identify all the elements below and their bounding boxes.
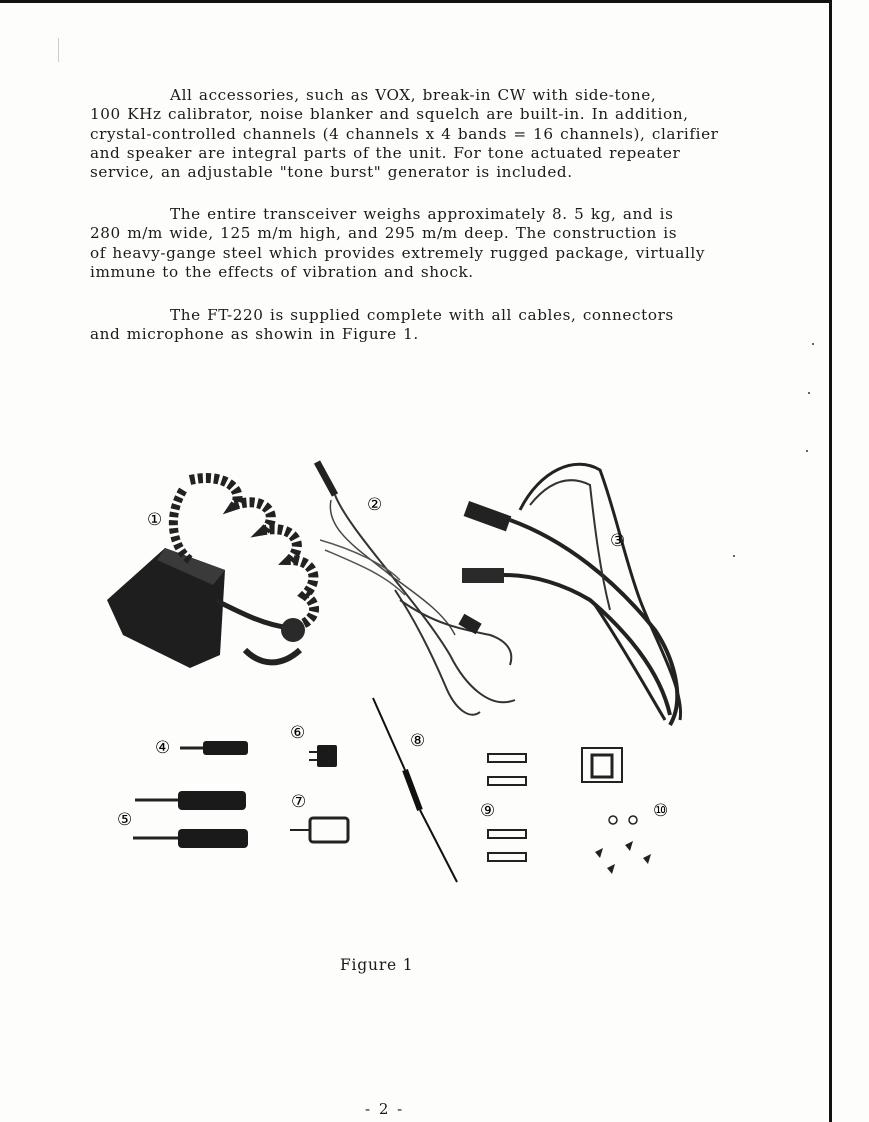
scan-speck (733, 555, 735, 557)
bracket-10-illustration (582, 748, 651, 874)
microphone-illustration (107, 478, 314, 668)
text-line: All accessories, such as VOX, break-in CW with side-tone, (170, 86, 657, 104)
scan-speck (808, 392, 810, 394)
scan-speck (812, 343, 814, 345)
callout-10: ⑩ (653, 801, 669, 821)
cable-2-illustration (317, 462, 515, 715)
callout-6: ⑥ (290, 723, 306, 743)
callout-1: ① (147, 510, 163, 530)
cable-3-illustration (462, 464, 681, 725)
text-line: 100 KHz calibrator, noise blanker and squelch are built-in. In addition, (90, 105, 689, 124)
figure-caption: Figure 1 (340, 956, 414, 974)
callout-4: ④ (155, 738, 171, 758)
text-line: 280 m/m wide, 125 m/m high, and 295 m/m deep. The construction is (90, 224, 678, 243)
text-line: The FT-220 is supplied complete with all cables, connectors (170, 306, 674, 324)
plug-5-illustration (133, 791, 248, 848)
page-number: - 2 - (365, 1100, 405, 1118)
callout-8: ⑧ (410, 731, 426, 751)
accessories-figure (95, 450, 755, 900)
callout-2: ② (367, 495, 383, 515)
text-line: and speaker are integral parts of the unit. For tone actuated repeater (90, 143, 681, 162)
callout-7: ⑦ (291, 792, 307, 812)
text-line: and microphone as showin in Figure 1. (90, 325, 419, 344)
paragraph-accessories (90, 86, 740, 182)
antenna-8-illustration (373, 698, 457, 882)
callout-9: ⑨ (480, 801, 496, 821)
scan-speck (806, 450, 808, 452)
top-border (0, 0, 829, 3)
text-line: The entire transceiver weighs approximately 8. 5 kg, and is (170, 205, 674, 223)
text-line: service, an adjustable "tone burst" generator is included. (90, 163, 573, 182)
paragraph-supplied (90, 306, 740, 345)
callout-3: ③ (610, 531, 626, 551)
connector-6-illustration (309, 745, 337, 767)
text-line: immune to the effects of vibration and shock. (90, 262, 474, 281)
callout-5: ⑤ (117, 810, 133, 830)
right-border (829, 0, 832, 1122)
paragraph-dimensions (90, 205, 740, 282)
connector-7-illustration (290, 818, 348, 842)
text-line: of heavy-gange steel which provides extremely rugged package, virtually (90, 243, 706, 262)
plug-4-illustration (180, 741, 248, 755)
text-line: crystal-controlled channels (4 channels x 4 bands = 16 channels), clarifier (90, 124, 719, 143)
scan-mark (58, 38, 59, 62)
